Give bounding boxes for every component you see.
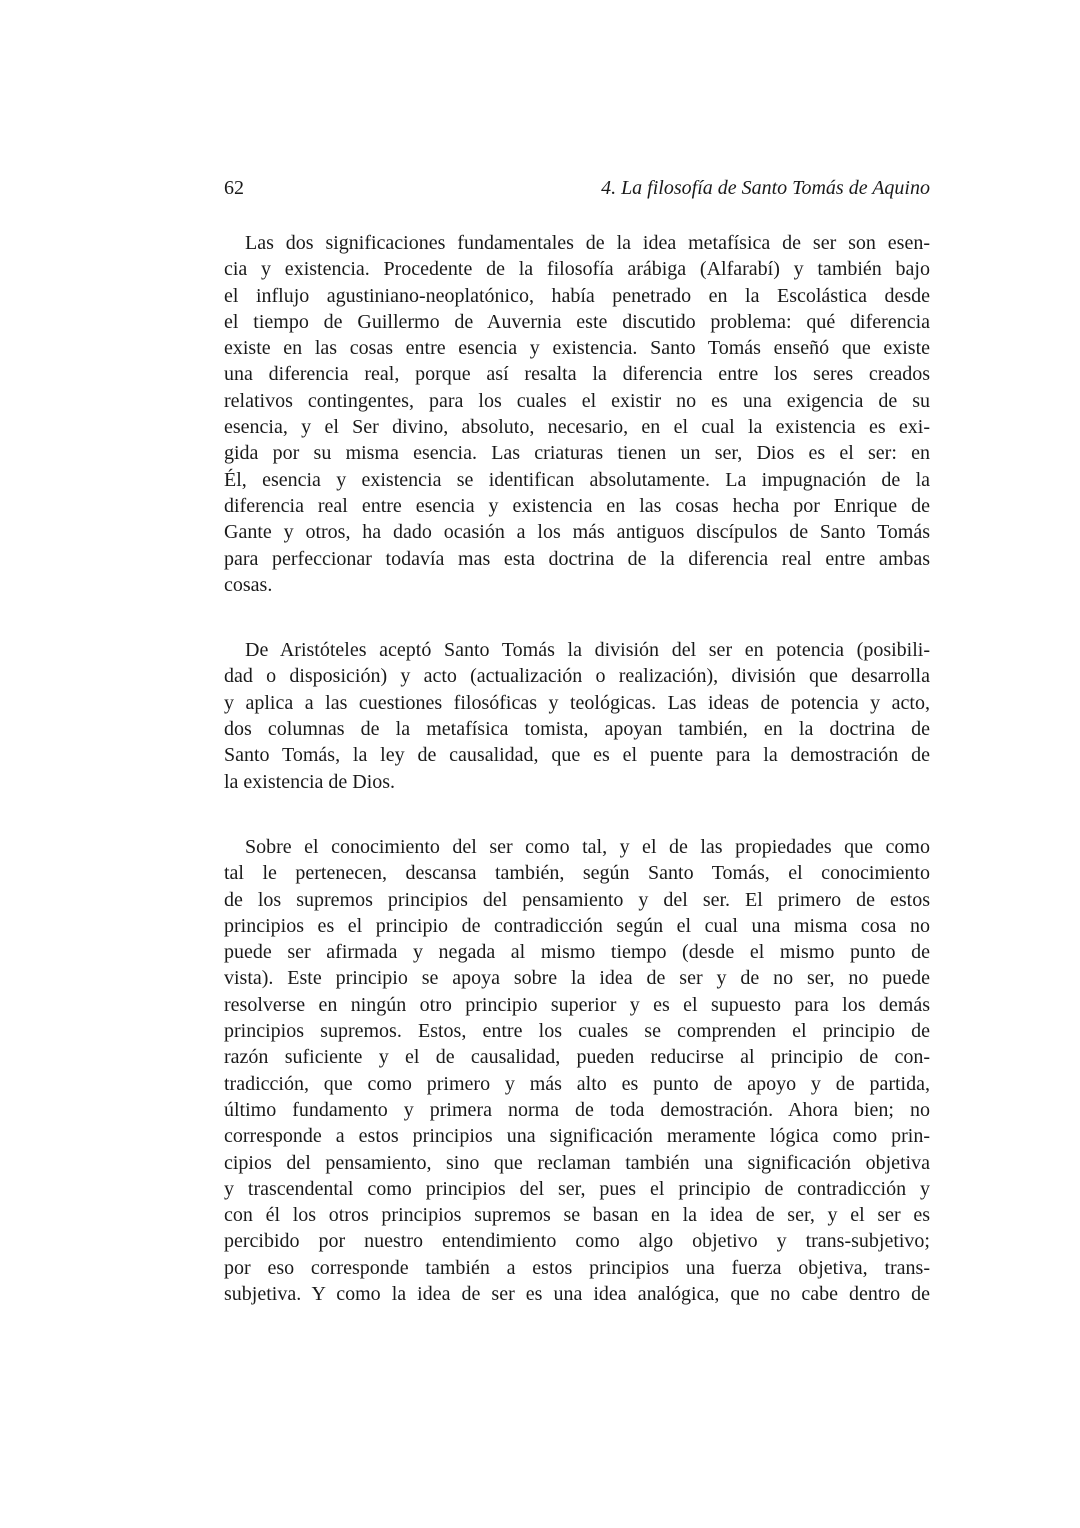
- text-line: y trascendental como principios del ser, pues el principio de contradicción y: [224, 1177, 930, 1200]
- text-line: De Aristóteles aceptó Santo Tomás la división del ser en potencia (posibili-: [245, 639, 930, 662]
- text-line: el tiempo de Guillermo de Auvernia este discutido problema: qué diferencia: [224, 310, 930, 333]
- text-line: Él, esencia y existencia se identifican absolutamente. La impugnación de la: [224, 468, 930, 491]
- text-line: subjetiva. Y como la idea de ser es una idea analógica, que no cabe dentro de: [224, 1282, 930, 1305]
- text-line: dad o disposición) y acto (actualización o realización), división que desarrolla: [224, 665, 930, 688]
- text-line: corresponde a estos principios una significación meramente lógica como prin-: [224, 1125, 930, 1148]
- text-line: cosas.: [224, 573, 273, 596]
- paragraph: [224, 834, 930, 1307]
- text-line: razón suficiente y el de causalidad, pueden reducirse al principio de con-: [224, 1046, 930, 1069]
- text-line: la existencia de Dios.: [224, 770, 396, 793]
- text-line: por eso corresponde también a estos principios una fuerza objetiva, trans-: [224, 1256, 930, 1279]
- text-line: tradicción, que como primero y más alto es punto de apoyo y de partida,: [224, 1072, 930, 1095]
- text-line: vista). Este principio se apoya sobre la idea de ser y de no ser, no puede: [224, 967, 930, 990]
- text-line: tal le pertenecen, descansa también, según Santo Tomás, el conocimiento: [224, 862, 930, 885]
- text-line: resolverse en ningún otro principio superior y es el supuesto para los demás: [224, 993, 930, 1016]
- text-line: con él los otros principios supremos se basan en la idea de ser, y el ser es: [224, 1204, 930, 1227]
- text-line: de los supremos principios del pensamiento y del ser. El primero de estos: [224, 888, 930, 911]
- text-line: esencia, y el Ser divino, absoluto, necesario, en el cual la existencia es exi-: [224, 416, 930, 439]
- text-line: principios es el principio de contradicción según el cual una misma cosa no: [224, 914, 930, 937]
- paragraph: [224, 230, 930, 598]
- page-number: 62: [224, 177, 244, 199]
- text-line: último fundamento y primera norma de toda demostración. Ahora bien; no: [224, 1098, 930, 1121]
- text-line: Las dos significaciones fundamentales de la idea metafísica de ser son esen-: [245, 232, 930, 254]
- text-line: el influjo agustiniano-neoplatónico, había penetrado en la Escolástica desde: [224, 284, 930, 307]
- text-line: Sobre el conocimiento del ser como tal, y el de las propiedades que como: [245, 835, 930, 858]
- page-header: [224, 175, 930, 201]
- text-line: una diferencia real, porque así resalta la diferencia entre los seres creados: [224, 363, 930, 386]
- text-line: Santo Tomás, la ley de causalidad, que es el puente para la demostración de: [224, 744, 930, 767]
- paragraph: [224, 637, 930, 795]
- text-line: cia y existencia. Procedente de la filosofía arábiga (Alfarabí) y también bajo: [224, 258, 930, 281]
- text-line: Gante y otros, ha dado ocasión a los más antiguos discípulos de Santo Tomás: [224, 521, 930, 544]
- text-line: cipios del pensamiento, sino que reclaman también una significación objetiva: [224, 1151, 930, 1174]
- text-line: percibido por nuestro entendimiento como algo objetivo y trans-subjetivo;: [224, 1230, 930, 1253]
- text-line: para perfeccionar todavía mas esta doctrina de la diferencia real entre ambas: [224, 547, 930, 570]
- page-body: [224, 230, 930, 1346]
- text-line: dos columnas de la metafísica tomista, apoyan también, en la doctrina de: [224, 718, 930, 741]
- text-line: principios supremos. Estos, entre los cuales se comprenden el principio de: [224, 1020, 930, 1043]
- text-line: existe en las cosas entre esencia y existencia. Santo Tomás enseñó que existe: [224, 337, 930, 360]
- text-line: y aplica a las cuestiones filosóficas y teológicas. Las ideas de potencia y acto,: [224, 691, 930, 714]
- text-line: relativos contingentes, para los cuales el existir no es una exigencia de su: [224, 389, 930, 412]
- text-line: puede ser afirmada y negada al mismo tiempo (desde el mismo punto de: [224, 941, 930, 964]
- text-line: gida por su misma esencia. Las criaturas tienen un ser, Dios es el ser: en: [224, 442, 930, 465]
- running-title: 4. La filosofía de Santo Tomás de Aquino: [601, 177, 930, 199]
- text-line: diferencia real entre esencia y existencia en las cosas hecha por Enrique de: [224, 494, 930, 517]
